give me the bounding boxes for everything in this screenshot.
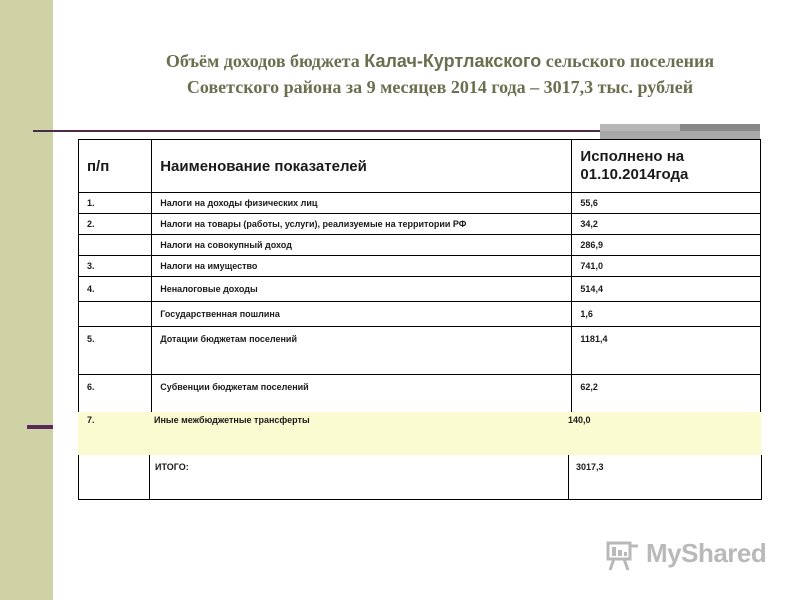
title-line-2: Советского района за 9 месяцев 2014 года – 3017,3 тыс. рублей bbox=[186, 77, 694, 97]
left-bar-accent bbox=[27, 425, 53, 429]
row-number: 7. bbox=[87, 415, 95, 425]
title-line-1: Объём доходов бюджета Калач-Куртлакского сельского поселения bbox=[165, 51, 715, 71]
total-value: 3017,3 bbox=[576, 462, 604, 472]
left-decorative-bar bbox=[0, 0, 53, 600]
table-row: Государственная пошлина 1,6 bbox=[79, 302, 761, 327]
highlighted-row bbox=[78, 412, 761, 455]
watermark-text: MyShared bbox=[646, 538, 767, 568]
table-row: Налоги на совокупный доход 286,9 bbox=[79, 235, 761, 256]
table-row: 1. Налоги на доходы физических лиц 55,6 bbox=[79, 193, 761, 214]
table-row: 2. Налоги на товары (работы, услуги), реализуемые на территории РФ 34,2 bbox=[79, 214, 761, 235]
header-executed: Исполнено на 01.10.2014года bbox=[572, 140, 761, 193]
budget-table bbox=[78, 139, 761, 423]
table-row: 6. Субвенции бюджетам поселений 62,2 bbox=[79, 375, 761, 423]
watermark bbox=[606, 536, 766, 576]
header-number: п/п bbox=[79, 140, 152, 193]
header-name: Наименование показателей bbox=[152, 140, 572, 193]
presentation-board-icon bbox=[606, 540, 640, 572]
table-row: 4. Неналоговые доходы 514,4 bbox=[79, 277, 761, 302]
row-name: Иные межбюджетные трансферты bbox=[154, 415, 310, 425]
table-header-row bbox=[79, 140, 761, 193]
slide-title bbox=[60, 48, 800, 100]
table-row: 5. Дотации бюджетам поселений 1181,4 bbox=[79, 327, 761, 375]
table-row: 3. Налоги на имущество 741,0 bbox=[79, 256, 761, 277]
row-value: 140,0 bbox=[568, 415, 591, 425]
total-label: ИТОГО: bbox=[155, 462, 189, 472]
total-row bbox=[78, 455, 762, 500]
